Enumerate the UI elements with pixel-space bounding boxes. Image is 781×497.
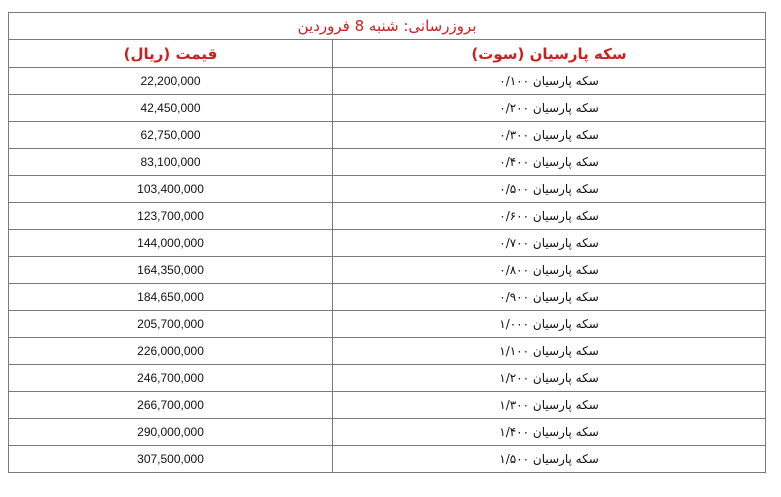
table-row	[9, 419, 766, 446]
table-row	[9, 149, 766, 176]
price-cell: 103,400,000	[9, 176, 333, 203]
coin-cell: سکه پارسیان ۰/۴۰۰	[333, 149, 766, 176]
table-row	[9, 446, 766, 473]
coin-cell: سکه پارسیان ۱/۱۰۰	[333, 338, 766, 365]
table-row	[9, 176, 766, 203]
price-cell: 62,750,000	[9, 122, 333, 149]
header-row	[9, 40, 766, 68]
table-row	[9, 230, 766, 257]
table-row	[9, 365, 766, 392]
table-row	[9, 68, 766, 95]
price-column-header: قیمت (ریال)	[9, 40, 333, 68]
table-row	[9, 257, 766, 284]
price-cell: 123,700,000	[9, 203, 333, 230]
coin-cell: سکه پارسیان ۰/۸۰۰	[333, 257, 766, 284]
price-table	[8, 12, 766, 473]
table-row	[9, 203, 766, 230]
table-row	[9, 392, 766, 419]
table-row	[9, 338, 766, 365]
price-cell: 22,200,000	[9, 68, 333, 95]
price-cell: 144,000,000	[9, 230, 333, 257]
coin-cell: سکه پارسیان ۰/۷۰۰	[333, 230, 766, 257]
coin-cell: سکه پارسیان ۱/۴۰۰	[333, 419, 766, 446]
coin-cell: سکه پارسیان ۱/۵۰۰	[333, 446, 766, 473]
coin-cell: سکه پارسیان ۰/۲۰۰	[333, 95, 766, 122]
price-cell: 164,350,000	[9, 257, 333, 284]
price-cell: 205,700,000	[9, 311, 333, 338]
coin-cell: سکه پارسیان ۱/۲۰۰	[333, 365, 766, 392]
table-row	[9, 284, 766, 311]
coin-cell: سکه پارسیان ۰/۶۰۰	[333, 203, 766, 230]
table-row	[9, 122, 766, 149]
price-cell: 42,450,000	[9, 95, 333, 122]
coin-column-header: سکه پارسیان (سوت)	[333, 40, 766, 68]
price-cell: 226,000,000	[9, 338, 333, 365]
price-cell: 307,500,000	[9, 446, 333, 473]
coin-cell: سکه پارسیان ۰/۳۰۰	[333, 122, 766, 149]
coin-cell: سکه پارسیان ۰/۱۰۰	[333, 68, 766, 95]
title-row	[9, 13, 766, 40]
price-cell: 184,650,000	[9, 284, 333, 311]
price-cell: 290,000,000	[9, 419, 333, 446]
coin-cell: سکه پارسیان ۱/۳۰۰	[333, 392, 766, 419]
price-cell: 83,100,000	[9, 149, 333, 176]
update-title: بروزرسانی: شنبه 8 فروردین	[9, 13, 766, 40]
table-row	[9, 95, 766, 122]
coin-cell: سکه پارسیان ۰/۵۰۰	[333, 176, 766, 203]
table-row	[9, 311, 766, 338]
price-cell: 246,700,000	[9, 365, 333, 392]
coin-cell: سکه پارسیان ۰/۹۰۰	[333, 284, 766, 311]
coin-cell: سکه پارسیان ۱/۰۰۰	[333, 311, 766, 338]
price-cell: 266,700,000	[9, 392, 333, 419]
